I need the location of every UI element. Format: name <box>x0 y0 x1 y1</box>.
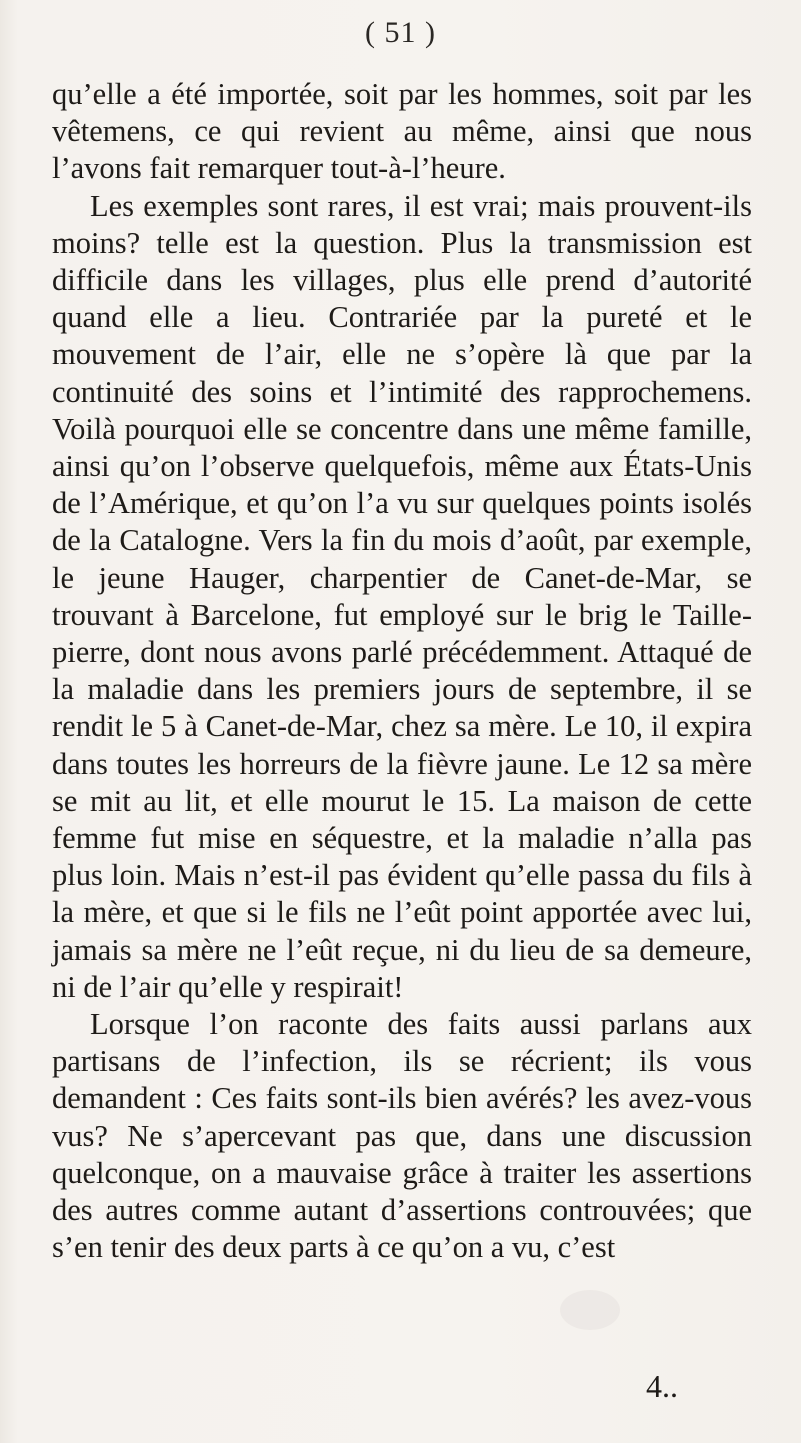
paragraph-3: Lorsque l’on raconte des faits aussi parlans aux partisans de l’infection, ils se récrient; ils vous demandent : Ces faits sont-ils bien avérés? les avez-vous vus? Ne s’apercevant pas que, dans une discussion quelconque, on a mauvaise grâce à traiter les assertions des autres comme autant d’assertions controuvées; que s’en tenir des deux parts à ce qu’on a vu, c’est <box>52 1007 752 1265</box>
paragraph-2: Les exemples sont rares, il est vrai; mais prouvent-ils moins? telle est la question. Plus la transmission est difficile dans les villages, plus elle prend d’autorité quand elle a lieu. Contrariée par la pureté et le mouvement de l’air, elle ne s’opère là que par la continuité des soins et l’intimité des rapprochemens. Voilà pourquoi elle se concentre dans une même famille, ainsi qu’on l’observe quelquefois, même aux États-Unis de l’Amérique, et qu’on l’a vu sur quelques points isolés de la Catalogne. Vers la fin du mois d’août, par exemple, le jeune Hauger, charpentier de Canet-de-Mar, se trouvant à Barcelone, fut employé sur le brig le Taille-pierre, dont nous avons parlé précédemment. Attaqué de la maladie dans les premiers jours de septembre, il se rendit le 5 à Canet-de-Mar, chez sa mère. Le 10, il expira dans toutes les horreurs de la fièvre jaune. Le 12 sa mère se mit au lit, et elle mourut le 15. La maison de cette femme fut mise en séquestre, et la maladie n’alla pas plus loin. Mais n’est-il pas évident qu’elle passa du fils à la mère, et que si le fils ne l’eût point apportée avec lui, jamais sa mère ne l’eût reçue, ni du lieu de sa demeure, ni de l’air qu’elle y respirait! <box>52 188 752 1004</box>
body-text <box>52 76 752 1267</box>
page-number: ( 51 ) <box>365 16 436 49</box>
paragraph-1: qu’elle a été importée, soit par les hommes, soit par les vêtemens, ce qui revient au même, ainsi que nous l’avons fait remarquer tout-à-l’heure. <box>52 77 752 186</box>
catchword: 4.. <box>646 1368 678 1404</box>
paper-stain <box>560 1290 620 1330</box>
